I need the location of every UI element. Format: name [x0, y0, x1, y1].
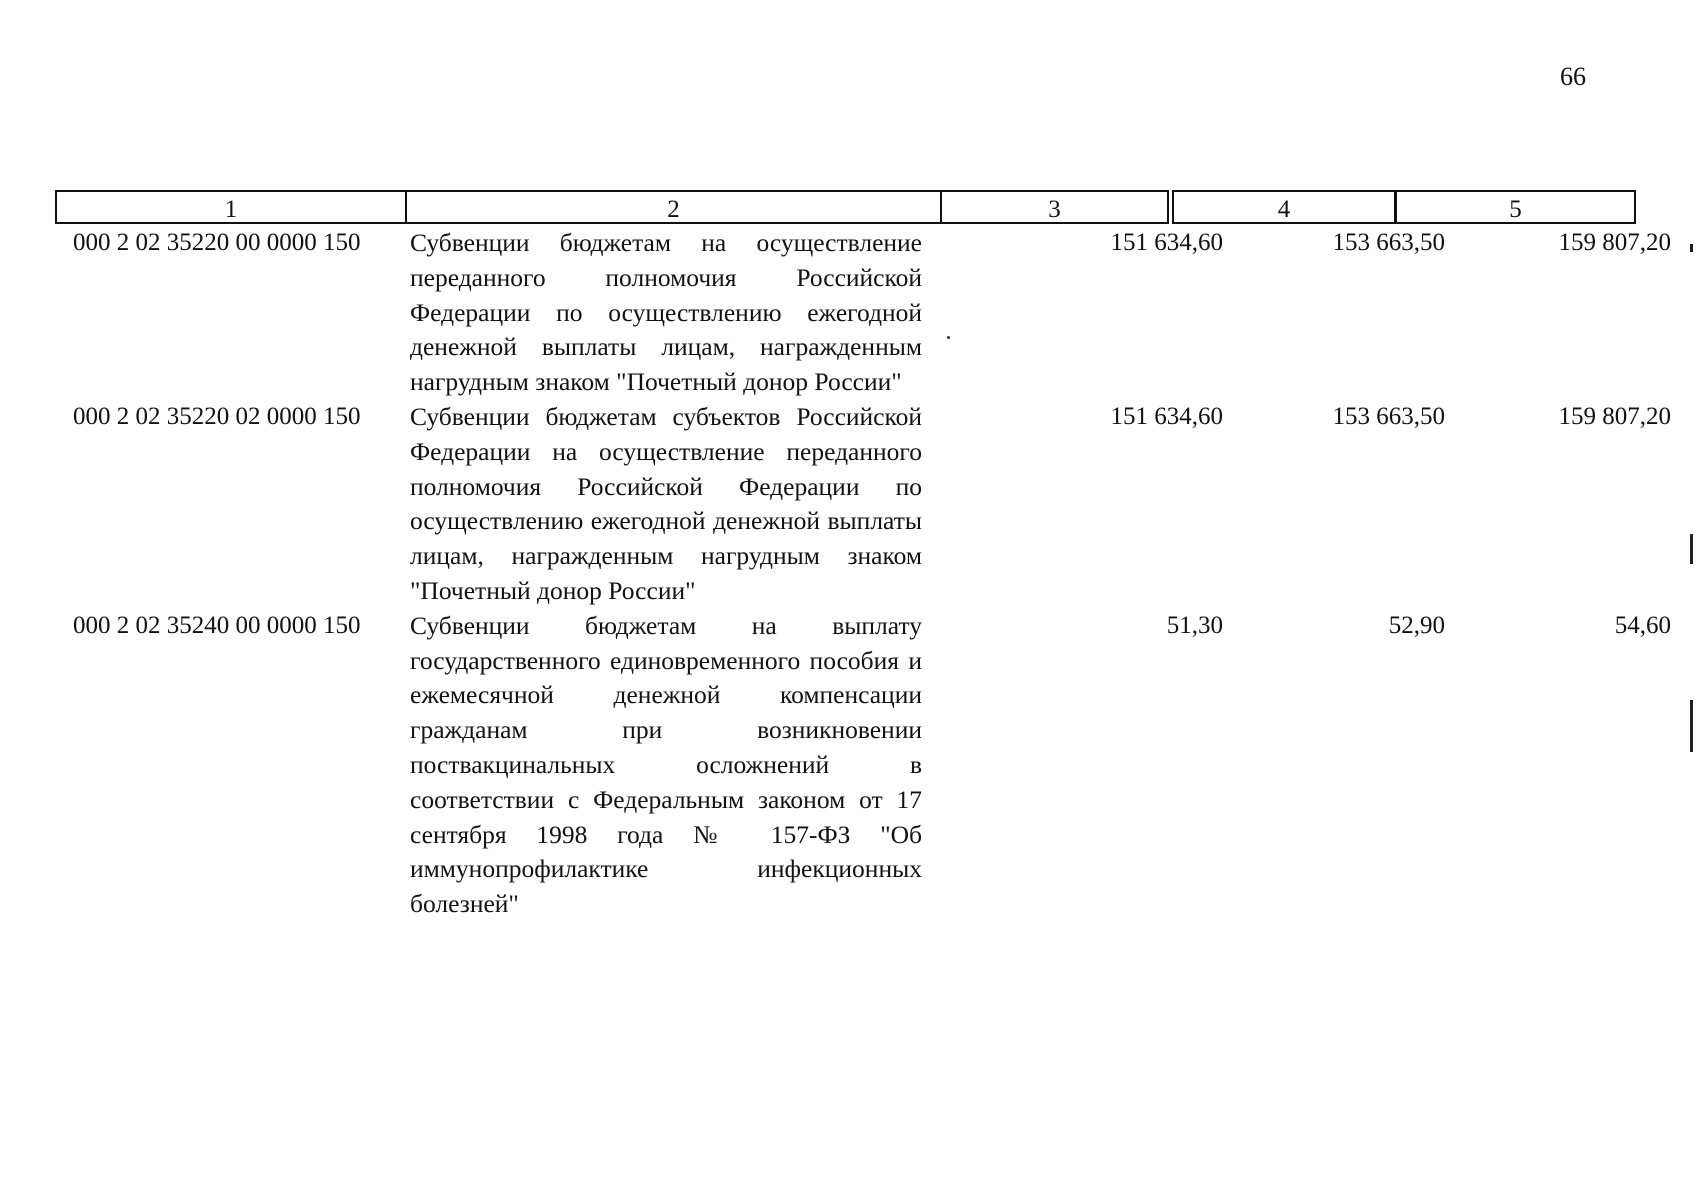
- scan-edge-mark: [1690, 244, 1693, 252]
- row-value-col5: 54,60: [1614, 611, 1671, 639]
- row-value-col3: 151 634,60: [1110, 402, 1223, 430]
- row-description: Субвенции бюджетам на осуществление переданного полномочия Российской Федерации по осуществлению ежегодной денежной выплаты лицам, награжденным нагрудным знаком "Почетный донор России": [410, 228, 922, 397]
- column-number-2: 2: [405, 190, 942, 224]
- row-code: 000 2 02 35240 00 0000 150: [73, 611, 361, 639]
- row-value-col4: 52,90: [1388, 611, 1445, 639]
- column-number-5: 5: [1395, 190, 1636, 224]
- table-body: [55, 226, 1671, 922]
- row-value-col3: 51,30: [1166, 611, 1223, 639]
- column-number-4: 4: [1172, 190, 1396, 224]
- row-description: Субвенции бюджетам на выплату государственного единовременного пособия и ежемесячной денежной компенсации гражданам при возникновении поствакцинальных осложнений в соответствии с Федеральным законом от 17 сентября 1998 года № 157-ФЗ "Об иммунопрофилактике инфекционных болезней": [410, 610, 922, 919]
- scan-edge-mark: [1690, 534, 1693, 564]
- row-description: Субвенции бюджетам субъектов Российской Федерации на осуществление переданного полномочия Российской Федерации по осуществлению ежегодной денежной выплаты лицам, награжденным нагрудным знаком "Почетный донор России": [410, 401, 922, 605]
- column-number-3: 3: [940, 190, 1169, 224]
- row-value-col4: 153 663,50: [1332, 402, 1445, 430]
- row-value-col3: 151 634,60: [1110, 229, 1223, 256]
- row-code: 000 2 02 35220 02 0000 150: [73, 402, 361, 430]
- page-number: 66: [1560, 62, 1586, 91]
- row-value-col4: 153 663,50: [1332, 229, 1445, 256]
- row-value-col5: 159 807,20: [1558, 402, 1671, 430]
- column-number-1: 1: [55, 190, 407, 224]
- row-code: 000 2 02 35220 00 0000 150: [73, 229, 361, 256]
- scan-speck: [947, 336, 950, 339]
- row-value-col5: 159 807,20: [1558, 229, 1671, 256]
- table-row: [55, 609, 1671, 922]
- table-row: [55, 226, 1671, 400]
- table-row: [55, 400, 1671, 609]
- scan-edge-mark: [1690, 700, 1693, 752]
